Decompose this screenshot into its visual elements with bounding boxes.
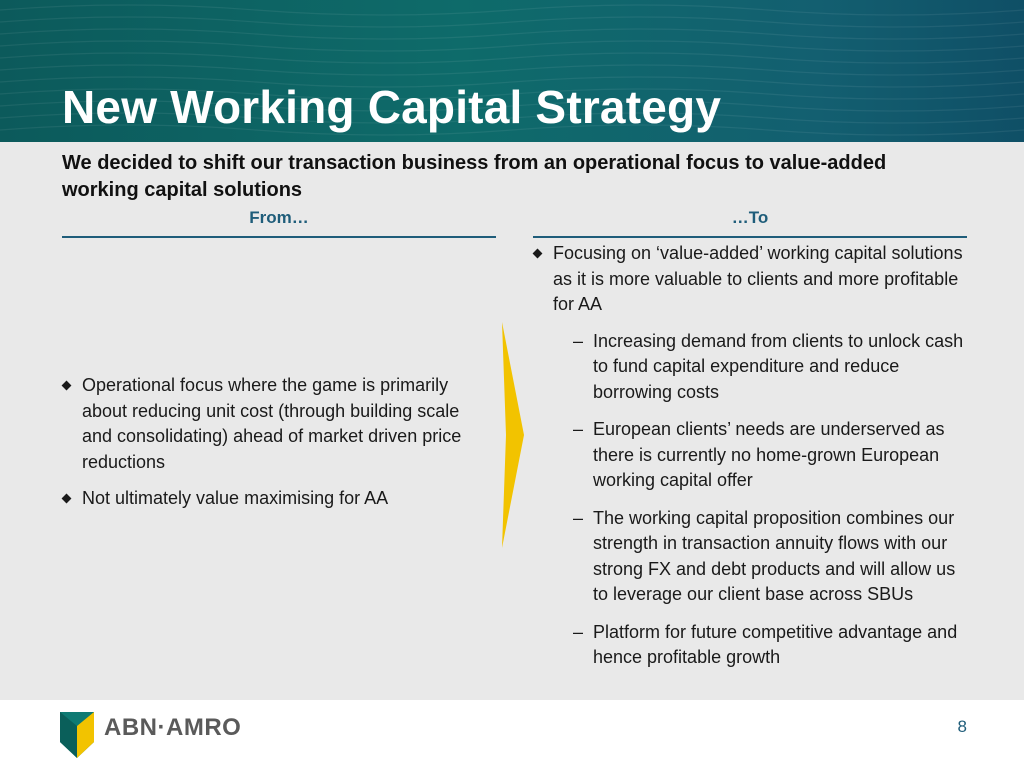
list-item: [62, 373, 492, 475]
from-column-heading: From…: [249, 208, 309, 227]
list-item: [573, 506, 967, 608]
bullet-diamond-icon: [62, 494, 72, 504]
list-item: [573, 417, 967, 494]
list-item: [573, 620, 967, 671]
slide-subtitle: We decided to shift our transaction business from an operational focus to value-added working capital solutions: [62, 152, 887, 201]
dash-icon: –: [573, 621, 584, 642]
abn-amro-shield-icon: [60, 712, 94, 758]
sub-bullet-text: Increasing demand from clients to unlock cash to fund capital expenditure and reduce borrowing costs: [593, 330, 964, 402]
dash-icon: –: [573, 419, 584, 439]
sub-bullet-text: Platform for future competitive advantage and hence profitable growth: [593, 621, 958, 667]
dash-icon: –: [573, 507, 584, 528]
to-divider: [533, 236, 967, 238]
bullet-text: Focusing on ‘value-added’ working capital solutions as it is more valuable to clients and more profitable for AA: [553, 243, 963, 314]
page-number: 8: [957, 717, 967, 736]
bullet-diamond-icon: [533, 249, 543, 259]
to-column-heading: …To: [731, 208, 769, 227]
from-bullet-list: [62, 373, 492, 523]
footer: [0, 700, 1024, 768]
bullet-diamond-icon: [62, 381, 72, 391]
from-divider: [62, 236, 496, 238]
sub-bullet-list: [553, 329, 967, 671]
header-banner: [0, 0, 1024, 142]
bullet-text: Operational focus where the game is primarily about reducing unit cost (through building scale and consolidating) ahead of market driven price reductions: [82, 375, 462, 472]
logo-wordmark: ABN·AMRO: [104, 714, 242, 741]
dash-icon: –: [573, 330, 584, 351]
list-item: [573, 329, 967, 406]
page-title: New Working Capital Strategy: [62, 81, 722, 133]
chevron-arrow-icon: [502, 322, 524, 548]
bullet-text: Not ultimately value maximising for AA: [82, 488, 389, 508]
list-item: [533, 241, 967, 671]
to-bullet-list: [533, 241, 967, 683]
sub-bullet-text: The working capital proposition combines our strength in transaction annuity flows with our strong FX and debt products and will allow us to leverage our client base across SBUs: [593, 507, 956, 604]
list-item: [62, 486, 492, 512]
sub-bullet-text: European clients’ needs are underserved as there is currently no home-grown European working capital offer: [593, 419, 945, 490]
